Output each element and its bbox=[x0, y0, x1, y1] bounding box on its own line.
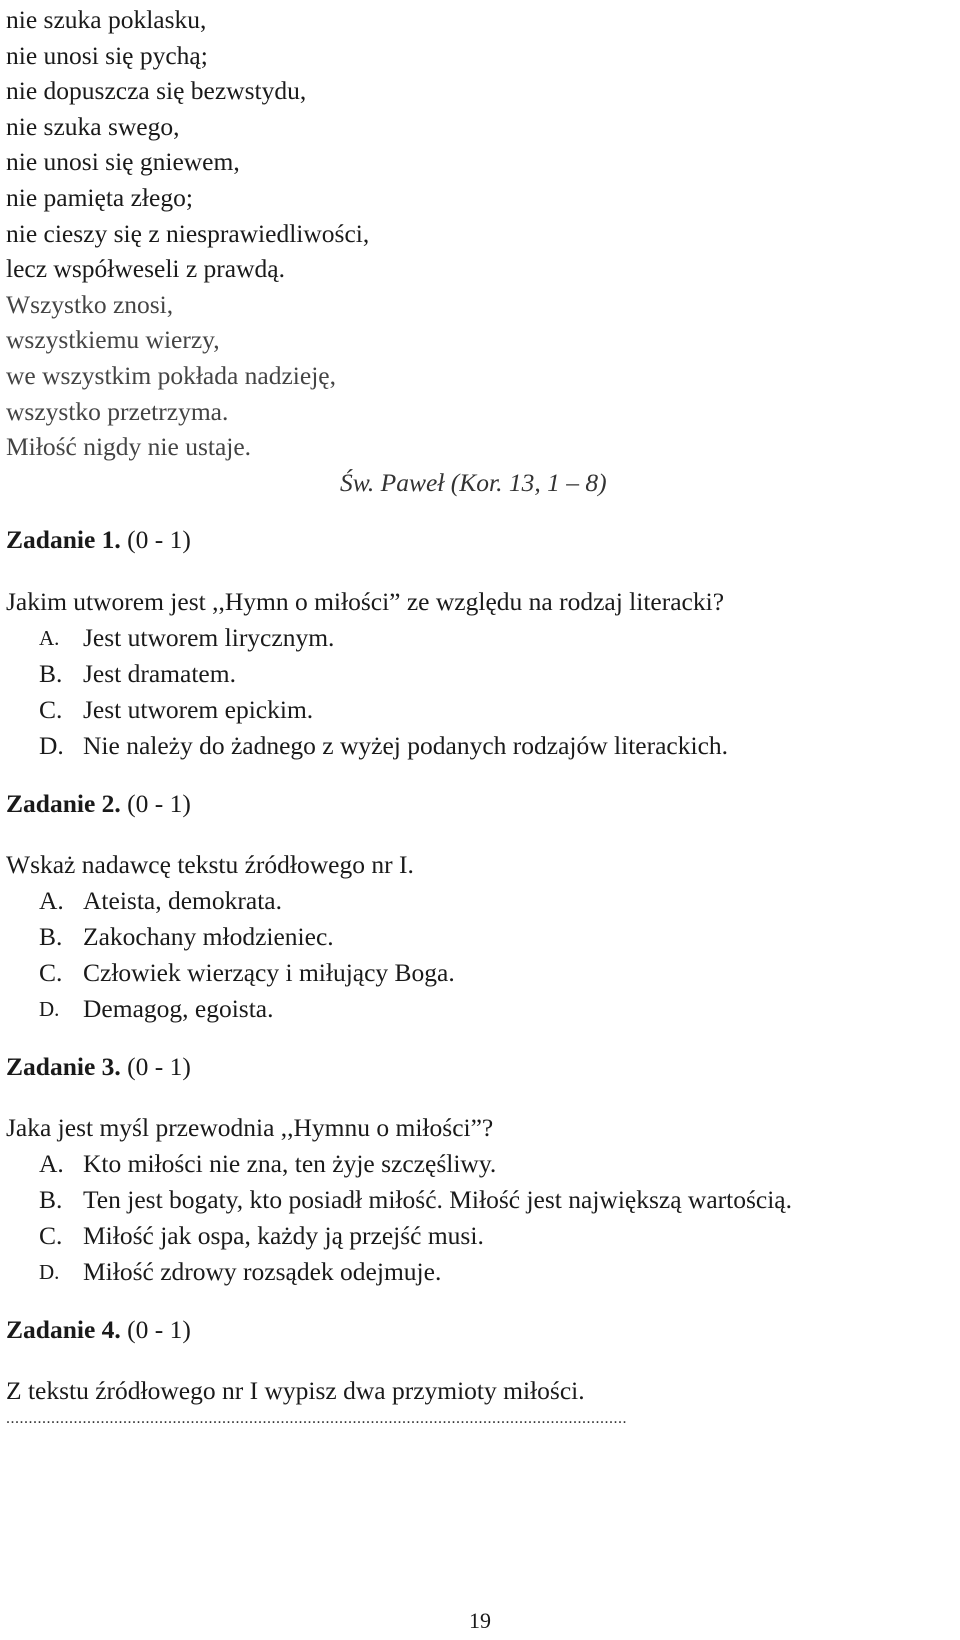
answer-option-b[interactable] bbox=[6, 656, 956, 692]
option-text: Człowiek wierzący i miłujący Boga. bbox=[83, 957, 455, 987]
task-points: (0 - 1) bbox=[127, 525, 191, 555]
option-text: Ateista, demokrata. bbox=[83, 885, 282, 915]
option-letter: A. bbox=[39, 625, 60, 650]
task-title: Zadanie 1. bbox=[6, 525, 121, 555]
option-text: Nie należy do żadnego z wyżej podanych rodzajów literackich. bbox=[83, 730, 729, 760]
document-page bbox=[6, 0, 956, 1429]
answer-option-a[interactable] bbox=[6, 620, 956, 656]
poem-excerpt bbox=[6, 2, 956, 500]
option-letter: B. bbox=[39, 658, 63, 688]
option-text: Kto miłości nie zna, ten żyje szczęśliwy. bbox=[83, 1148, 497, 1178]
option-letter: C. bbox=[39, 694, 63, 724]
answer-option-d[interactable] bbox=[6, 728, 956, 764]
task-title: Zadanie 3. bbox=[6, 1051, 121, 1081]
task-question: Jakim utworem jest ,,Hymn o miłości” ze względu na rodzaj literacki? bbox=[6, 586, 725, 616]
answer-option-a[interactable] bbox=[6, 1146, 956, 1182]
task-heading bbox=[6, 522, 956, 558]
answer-option-b[interactable] bbox=[6, 1182, 956, 1218]
task-points: (0 - 1) bbox=[127, 788, 191, 818]
poem-line: nie pamięta złego; bbox=[6, 182, 193, 212]
poem-line: nie szuka swego, bbox=[6, 111, 180, 141]
answer-line[interactable]: .......................................................................................................................................... bbox=[6, 1410, 627, 1428]
answer-option-a[interactable] bbox=[6, 883, 956, 919]
poem-line: Miłość nigdy nie ustaje. bbox=[6, 432, 252, 462]
task-points: (0 - 1) bbox=[127, 1314, 191, 1344]
task-3 bbox=[6, 1027, 956, 1290]
poem-line: nie cieszy się z niesprawiedliwości, bbox=[6, 218, 370, 248]
task-question: Wskaż nadawcę tekstu źródłowego nr I. bbox=[6, 850, 414, 880]
poem-line: nie unosi się gniewem, bbox=[6, 147, 240, 177]
poem-line: wszystkiemu wierzy, bbox=[6, 325, 220, 355]
option-text: Demagog, egoista. bbox=[83, 993, 274, 1023]
option-letter: C. bbox=[39, 957, 63, 987]
option-letter: A. bbox=[39, 1148, 64, 1178]
poem-line: we wszystkim pokłada nadzieję, bbox=[6, 360, 336, 390]
option-letter: D. bbox=[39, 730, 64, 760]
page-number: 19 bbox=[469, 1608, 491, 1633]
option-letter: B. bbox=[39, 921, 63, 951]
answer-option-c[interactable] bbox=[6, 1218, 956, 1254]
task-heading bbox=[6, 1312, 956, 1348]
poem-line: wszystko przetrzyma. bbox=[6, 396, 229, 426]
poem-attribution: Św. Paweł (Kor. 13, 1 – 8) bbox=[340, 467, 607, 497]
answer-option-c[interactable] bbox=[6, 692, 956, 728]
answer-option-d[interactable] bbox=[6, 991, 956, 1027]
option-letter: D. bbox=[39, 996, 60, 1021]
task-title: Zadanie 4. bbox=[6, 1314, 121, 1344]
answer-option-c[interactable] bbox=[6, 955, 956, 991]
task-question: Jaka jest myśl przewodnia ,,Hymnu o miłości”? bbox=[6, 1113, 494, 1143]
task-4 bbox=[6, 1290, 956, 1429]
answer-option-d[interactable] bbox=[6, 1254, 956, 1290]
answer-option-b[interactable] bbox=[6, 919, 956, 955]
option-letter: B. bbox=[39, 1184, 63, 1214]
option-text: Jest utworem epickim. bbox=[83, 694, 314, 724]
option-text: Jest utworem lirycznym. bbox=[83, 622, 335, 652]
option-text: Ten jest bogaty, kto posiadł miłość. Miłość jest największą wartością. bbox=[83, 1184, 792, 1214]
option-text: Miłość zdrowy rozsądek odejmuje. bbox=[83, 1256, 442, 1286]
poem-line: Wszystko znosi, bbox=[6, 289, 174, 319]
task-points: (0 - 1) bbox=[127, 1051, 191, 1081]
option-text: Miłość jak ospa, każdy ją przejść musi. bbox=[83, 1220, 484, 1250]
poem-line: nie szuka poklasku, bbox=[6, 5, 207, 34]
poem-line: lecz współweseli z prawdą. bbox=[6, 254, 285, 284]
option-letter: A. bbox=[39, 885, 64, 915]
task-heading bbox=[6, 786, 956, 822]
option-letter: D. bbox=[39, 1259, 60, 1284]
poem-line: nie unosi się pychą; bbox=[6, 40, 208, 70]
poem-line: nie dopuszcza się bezwstydu, bbox=[6, 76, 307, 106]
task-heading bbox=[6, 1049, 956, 1085]
option-text: Jest dramatem. bbox=[83, 658, 236, 688]
option-letter: C. bbox=[39, 1220, 63, 1250]
task-question: Z tekstu źródłowego nr I wypisz dwa przymioty miłości. bbox=[6, 1376, 585, 1406]
option-text: Zakochany młodzieniec. bbox=[83, 921, 334, 951]
task-2 bbox=[6, 764, 956, 1027]
task-1 bbox=[6, 500, 956, 763]
task-title: Zadanie 2. bbox=[6, 788, 121, 818]
